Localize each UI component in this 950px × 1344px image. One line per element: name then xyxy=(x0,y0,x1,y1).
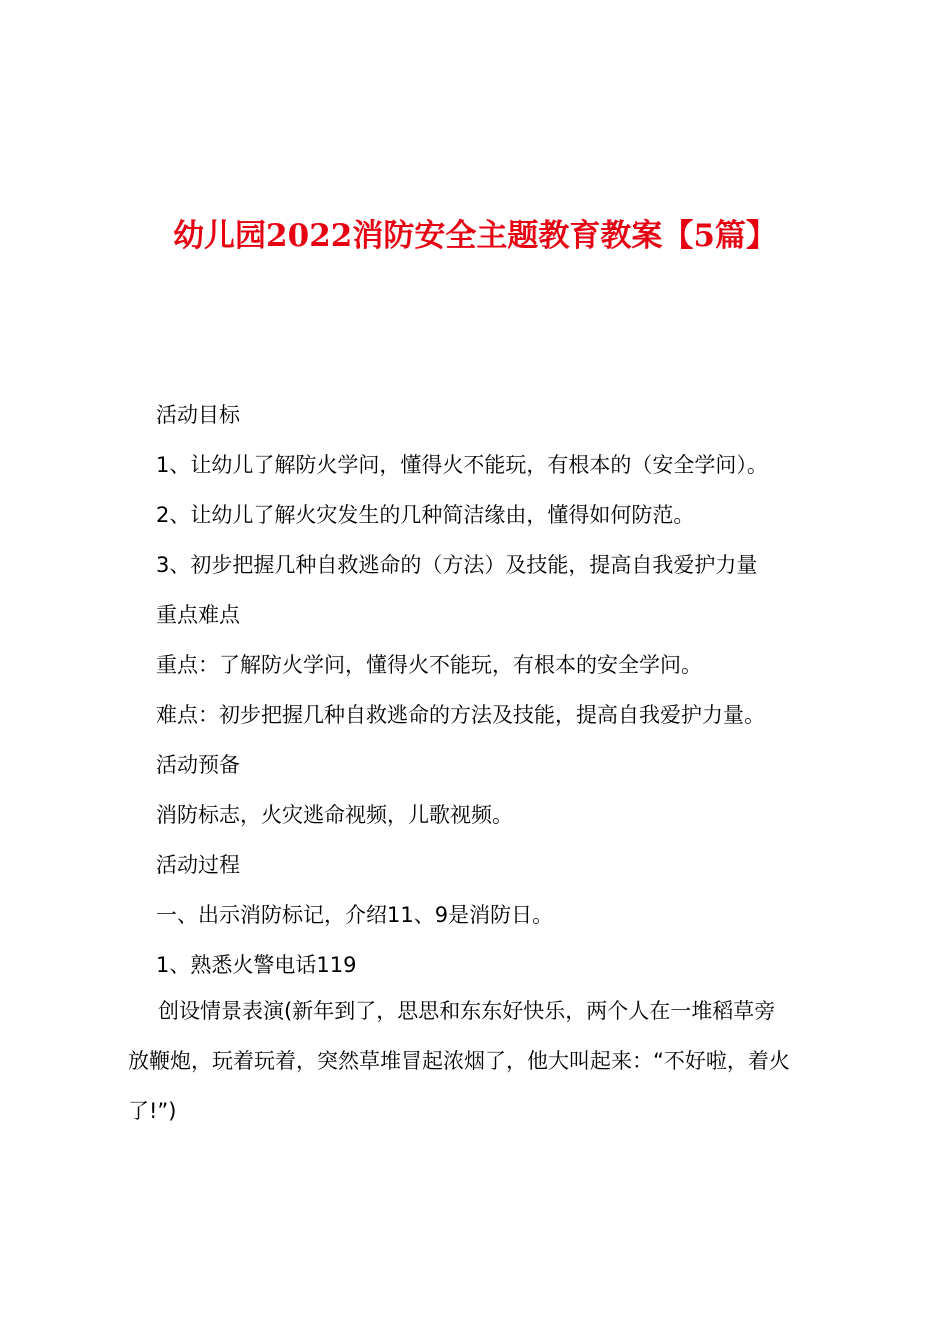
section-heading-preparation: 活动预备 xyxy=(156,753,240,777)
paragraph-line: 了!”) xyxy=(128,1099,177,1123)
section-heading-key-points: 重点难点 xyxy=(156,603,240,627)
process-substep-1: 1、熟悉火警电话119 xyxy=(156,953,357,977)
goal-item-1: 1、让幼儿了解防火学问，懂得火不能玩，有根本的（安全学问）。 xyxy=(156,453,768,477)
goal-item-3: 3、初步把握几种自救逃命的（方法）及技能，提高自我爱护力量 xyxy=(156,553,758,577)
preparation-text: 消防标志，火灾逃命视频，儿歌视频。 xyxy=(156,803,513,827)
goal-item-2: 2、让幼儿了解火灾发生的几种简洁缘由，懂得如何防范。 xyxy=(156,503,695,527)
document-title: 幼儿园2022消防安全主题教育教案【5篇】 xyxy=(173,218,777,254)
scenario-paragraph xyxy=(128,986,833,1136)
document-body xyxy=(156,390,836,990)
section-heading-process: 活动过程 xyxy=(156,853,240,877)
paragraph-line: 创设情景表演(新年到了，思思和东东好快乐，两个人在一堆稻草旁 xyxy=(158,999,776,1023)
paragraph-line: 放鞭炮，玩着玩着，突然草堆冒起浓烟了，他大叫起来：“不好啦，着火 xyxy=(128,1049,790,1073)
difficult-point-text: 难点：初步把握几种自救逃命的方法及技能，提高自我爱护力量。 xyxy=(156,703,765,727)
key-point-text: 重点：了解防火学问，懂得火不能玩，有根本的安全学问。 xyxy=(156,653,702,677)
process-step-1: 一、出示消防标记，介绍11、9是消防日。 xyxy=(156,903,554,927)
section-heading-activity-goals: 活动目标 xyxy=(156,403,240,427)
